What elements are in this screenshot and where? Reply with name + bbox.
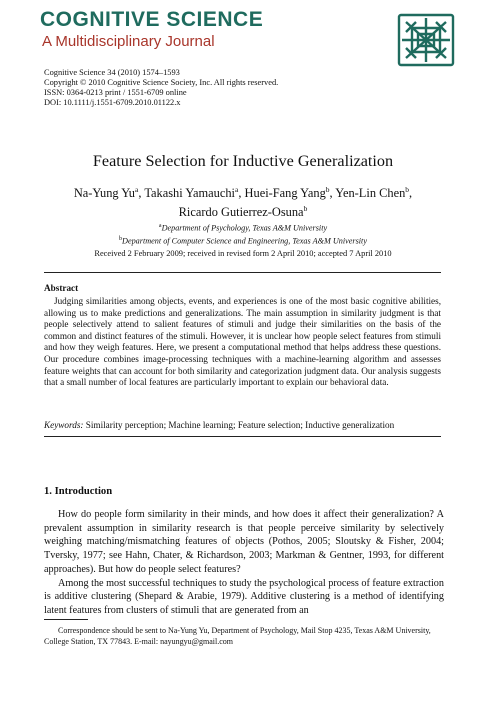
correspondence-footnote: Correspondence should be sent to Na-Yung Yu, Department of Psychology, Mail Stop 4235, Texas A&M University, College Station, TX 77843. E-mail: nayungyu@gmail.com [44,626,431,646]
journal-header [40,8,460,64]
section-body [44,508,444,618]
footnote-divider [44,619,88,620]
author-name: Huei-Fang Yang [244,186,326,201]
paper-title: Feature Selection for Inductive Generalization [92,152,394,170]
abstract-bottom-divider [44,436,441,437]
body-paragraph: How do people form similarity in their minds, and how does it affect their generalization? A prevalent assumption in similarity research is that people perceive similarity by selectively weighing matching/mismatching features of objects (Pothos, 2005; Sloutsky & Fisher, 2004; Tversky, 1977; see Hahn, Chater, & Richardson, 2003; Markman & Gentner, 1993, for different approaches). But how do people select features? [44,509,444,575]
body-paragraph: Among the most successful techniques to study the psychological process of feature extraction is additive clustering (Shepard & Arabie, 1979). Additive clustering is a method of identifying latent features from clusters of stimuli that are generated from an [44,577,444,616]
journal-subtitle: A Multidisciplinary Journal [42,33,215,50]
author-affiliation-mark: a [135,185,139,194]
author-affiliation-mark: b [405,185,410,194]
affiliation-mark: b [119,235,123,242]
citation-line: Cognitive Science 34 (2010) 1574–1593 [44,68,180,77]
journal-name: COGNITIVE SCIENCE [40,8,264,31]
copyright-line: Copyright © 2010 Cognitive Science Society, Inc. All rights reserved. [44,78,279,87]
received-dates: Received 2 February 2009; received in revised form 2 April 2010; accepted 7 April 2010 [94,249,392,258]
author [245,186,336,200]
affiliation-text: Department of Computer Science and Engineering, Texas A&M University [122,236,367,246]
issn-line: ISSN: 0364-0213 print / 1551-6709 online [44,88,187,97]
section-heading: 1. Introduction [44,486,113,497]
affiliation [40,221,446,234]
keywords-label: Keywords: [44,420,84,430]
author-name: Yen-Lin Chen [335,186,406,201]
author-name: Na-Yung Yu [73,186,135,201]
author [74,186,144,200]
article-meta [44,68,278,108]
author-name: Takashi Yamauchi [144,186,235,201]
affiliation [40,234,446,247]
affiliation-mark: a [158,223,162,229]
author-name: Ricardo Gutierrez-Osuna [178,205,304,220]
abstract-heading: Abstract [44,283,79,293]
author-affiliation-mark: b [303,204,308,214]
author [144,186,244,200]
keywords-text: Similarity perception; Machine learning; Feature selection; Inductive generalization [85,420,395,430]
author [335,186,412,200]
affiliation-text: Department of Psychology, Texas A&M University [161,223,328,233]
author-separator: , [138,186,145,201]
doi-line: DOI: 10.1111/j.1551-6709.2010.01122.x [44,98,181,107]
author-list [40,182,446,220]
author-affiliation-mark: b [325,185,330,194]
author-separator: , [238,186,245,201]
abstract-text: Judging similarities among objects, events, and experiences is one of the most basic cognitive abilities, allowing us to make predictions and generalizations. The main assumption in similarity judgment is that people selectively attend to salient features of stimuli and judge their similarities on the basis of the common and distinct features of the stimuli. However, it is unclear how people select features from stimuli and how they weigh features. Here, we present a computational method that helps address these questions. Our procedure combines image-processing techniques with a machine-learning algorithm and assesses feature weights that can account for both similarity and categorization judgment data. Our analysis suggests that a small number of local features are particularly important to explain our behavioral data. [44,296,441,388]
affiliation-list [40,221,446,246]
author-separator: , [409,186,413,201]
abstract-top-divider [44,272,441,273]
celtic-knot-emblem-icon [396,12,456,68]
author-separator: , [329,186,336,201]
author [179,205,308,219]
keywords-line [44,420,441,430]
author-affiliation-mark: a [235,185,239,194]
